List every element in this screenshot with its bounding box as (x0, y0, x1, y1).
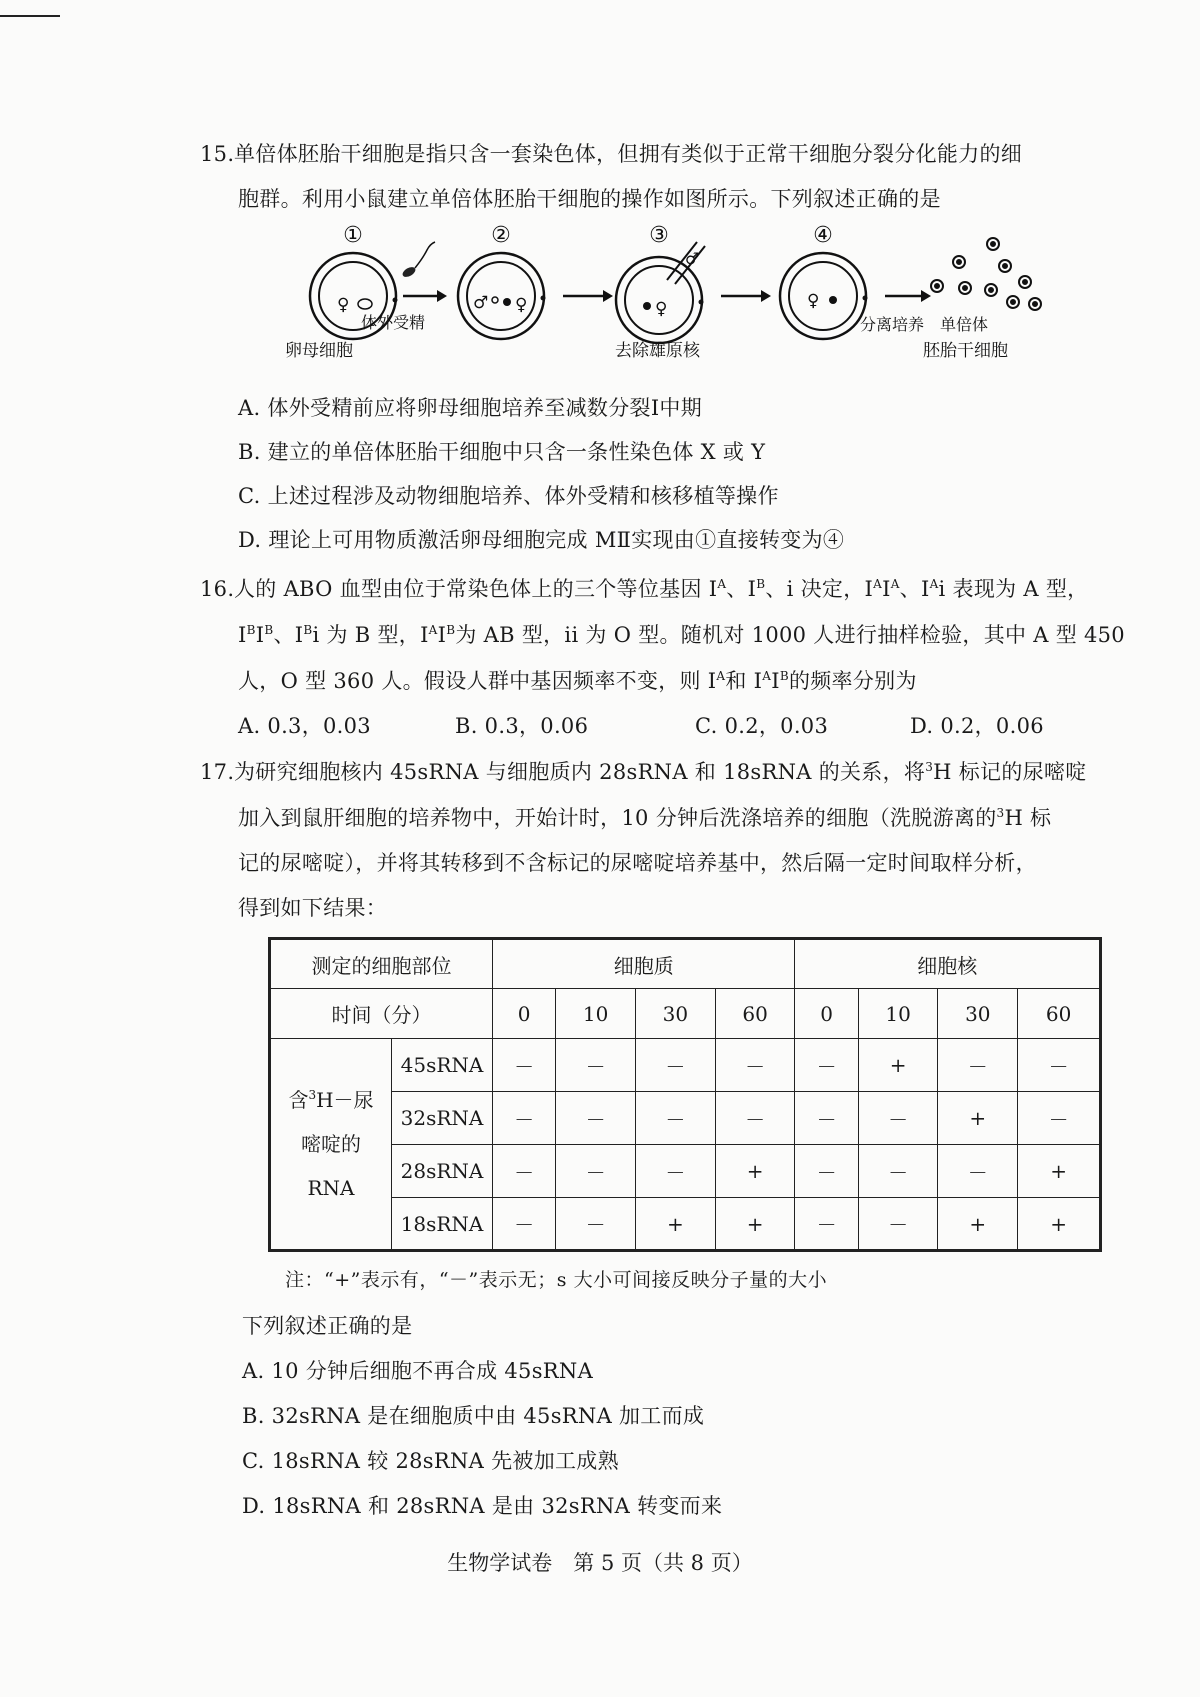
arrow-4 (885, 290, 931, 302)
table-cell: － (938, 1145, 1018, 1198)
female-symbol-4: ♀ (807, 291, 820, 311)
haploid-cell (780, 253, 868, 339)
table-row (270, 1198, 1101, 1251)
table-cell: － (636, 1092, 716, 1145)
time-cell: 0 (795, 989, 858, 1039)
q16-option-a: A. 0.3，0.03 (238, 714, 371, 738)
female-symbol-2: ♀ (515, 295, 528, 315)
q17-option-b: B. 32sRNA 是在细胞质中由 45sRNA 加工而成 (242, 1404, 705, 1428)
table-cell: － (636, 1039, 716, 1092)
q17-stem-line1: 17.为研究细胞核内 45sRNA 与细胞质内 28sRNA 和 18sRNA 的关系，将$^3$H 标记的尿嘧啶 (200, 760, 1087, 784)
header-cytoplasm: 细胞质 (493, 939, 795, 989)
arrow-1 (403, 290, 447, 302)
page-footer: 生物学试卷 第 5 页（共 8 页） (447, 1551, 753, 1575)
table-row (270, 1092, 1101, 1145)
time-cell: 10 (556, 989, 636, 1039)
rna-name: 45sRNA (392, 1039, 493, 1092)
q15-option-b: B. 建立的单倍体胚胎干细胞中只含一条性染色体 X 或 Y (238, 440, 766, 464)
table-cell: － (556, 1145, 636, 1198)
table-cell: － (938, 1039, 1018, 1092)
q15-option-d: D. 理论上可用物质激活卵母细胞完成 MⅡ实现由①直接转变为④ (238, 528, 845, 552)
rna-result-table (268, 937, 1102, 1252)
arrow-3 (721, 290, 771, 302)
table-cell: － (556, 1039, 636, 1092)
q17-option-a: A. 10 分钟后细胞不再合成 45sRNA (242, 1359, 594, 1383)
step-label-1: ① (343, 223, 363, 248)
time-cell: 10 (858, 989, 938, 1039)
arrow-2 (563, 290, 613, 302)
table-cell: － (493, 1145, 556, 1198)
step-label-3: ③ (649, 223, 669, 248)
label-remove-male-pronucleus: 去除雄原核 (615, 341, 700, 361)
time-row (270, 989, 1101, 1039)
time-cell: 30 (938, 989, 1018, 1039)
male-symbol-2: ♂ (473, 293, 489, 313)
table-cell: － (795, 1039, 858, 1092)
time-cell: 60 (715, 989, 795, 1039)
q17-stem-line2: 加入到鼠肝细胞的培养物中，开始计时，10 分钟后洗涤培养的细胞（洗脱游离的$^3$H 标 (238, 806, 1052, 830)
q17-prompt: 下列叙述正确的是 (242, 1314, 413, 1338)
top-rule (0, 15, 60, 17)
table-cell: － (858, 1092, 938, 1145)
haploid-stem-cell-diagram (285, 222, 1085, 382)
rna-name: 28sRNA (392, 1145, 493, 1198)
q16-option-b: B. 0.3，0.06 (455, 714, 589, 738)
q16-option-c: C. 0.2，0.03 (695, 714, 829, 738)
q15-option-a: A. 体外受精前应将卵母细胞培养至减数分裂Ⅰ中期 (238, 396, 703, 420)
header-cell-part: 测定的细胞部位 (270, 939, 493, 989)
table-cell: + (1018, 1198, 1101, 1251)
table-row (270, 1039, 1101, 1092)
enucleation-cell (616, 242, 705, 343)
table-note: 注：“+”表示有，“－”表示无；s 大小可间接反映分子量的大小 (285, 1269, 828, 1291)
time-cell: 30 (636, 989, 716, 1039)
table-row (270, 1145, 1101, 1198)
table-cell: + (715, 1198, 795, 1251)
table-cell: + (636, 1198, 716, 1251)
zygote-cell (458, 253, 546, 339)
label-oocyte: 卵母细胞 (285, 341, 353, 361)
table-cell: － (858, 1145, 938, 1198)
female-pronucleus-symbol: ♀ (337, 295, 350, 315)
step-label-4: ④ (813, 223, 833, 248)
q17-number: 17. (200, 760, 235, 784)
q17-option-d: D. 18sRNA 和 28sRNA 是由 32sRNA 转变而来 (242, 1494, 723, 1518)
q16-stem-line1: 16.人的 ABO 血型由位于常染色体上的三个等位基因 $I^A$、$I^B$、i 决定，$I^AI^A$、$I^Ai$ 表现为 A 型， (200, 577, 1089, 601)
table-cell: － (636, 1145, 716, 1198)
rna-name: 32sRNA (392, 1092, 493, 1145)
q17-stem-line4: 得到如下结果： (238, 896, 388, 920)
female-symbol-3: ♀ (655, 299, 668, 319)
table-cell: － (1018, 1092, 1101, 1145)
stem-cell-cluster (931, 238, 1041, 310)
row-group-label: 含$^3$H－尿 嘧啶的 RNA (270, 1039, 392, 1251)
table-cell: + (1018, 1145, 1101, 1198)
sperm-icon (401, 242, 435, 279)
table-cell: + (715, 1145, 795, 1198)
table-cell: － (715, 1092, 795, 1145)
table-cell: － (858, 1198, 938, 1251)
q17-option-c: C. 18sRNA 较 28sRNA 先被加工成熟 (242, 1449, 619, 1473)
table-cell: － (715, 1039, 795, 1092)
table-cell: + (938, 1092, 1018, 1145)
q15-stem-line2: 胞群。利用小鼠建立单倍体胚胎干细胞的操作如图所示。下列叙述正确的是 (238, 187, 941, 211)
header-nucleus: 细胞核 (795, 939, 1101, 989)
rna-name: 18sRNA (392, 1198, 493, 1251)
table-cell: － (493, 1039, 556, 1092)
table-cell: + (858, 1039, 938, 1092)
table-cell: － (795, 1145, 858, 1198)
label-embryonic-stem-cell: 胚胎干细胞 (923, 341, 1008, 361)
q15-diagram (285, 222, 1085, 382)
table-cell: － (493, 1198, 556, 1251)
table-cell: － (795, 1092, 858, 1145)
male-symbol-3: ♂ (685, 249, 700, 268)
q16-stem-line3: 人，O 型 360 人。假设人群中基因频率不变，则 $I^A$和 $I^AI^B$的频率分别为 (238, 669, 917, 693)
q16-stem-line2: $I^BI^B$、$I^Bi$ 为 B 型，$I^AI^B$为 AB 型，ii 为 O 型。随机对 1000 人进行抽样检验，其中 A 型 450 (238, 623, 1125, 647)
table-cell: － (556, 1092, 636, 1145)
label-fertilization: 体外受精 (361, 313, 426, 332)
label-haploid: 单倍体 (940, 315, 989, 334)
table-cell: － (1018, 1039, 1101, 1092)
q15-stem-line1: 15.单倍体胚胎干细胞是指只含一套染色体，但拥有类似于正常干细胞分裂分化能力的细 (200, 142, 1023, 166)
q15-number: 15. (200, 142, 235, 166)
q16-option-d: D. 0.2，0.06 (910, 714, 1044, 738)
time-cell: 0 (493, 989, 556, 1039)
label-separation-culture: 分离培养 (860, 315, 925, 334)
table-cell: + (938, 1198, 1018, 1251)
header-time: 时间（分） (270, 989, 493, 1039)
table-cell: － (556, 1198, 636, 1251)
table-cell: － (493, 1092, 556, 1145)
q16-number: 16. (200, 577, 235, 601)
step-label-2: ② (491, 223, 511, 248)
q15-option-c: C. 上述过程涉及动物细胞培养、体外受精和核移植等操作 (238, 484, 779, 508)
time-cell: 60 (1018, 989, 1101, 1039)
table-cell: － (795, 1198, 858, 1251)
q17-stem-line3: 记的尿嘧啶），并将其转移到不含标记的尿嘧啶培养基中，然后隔一定时间取样分析， (238, 851, 1037, 875)
